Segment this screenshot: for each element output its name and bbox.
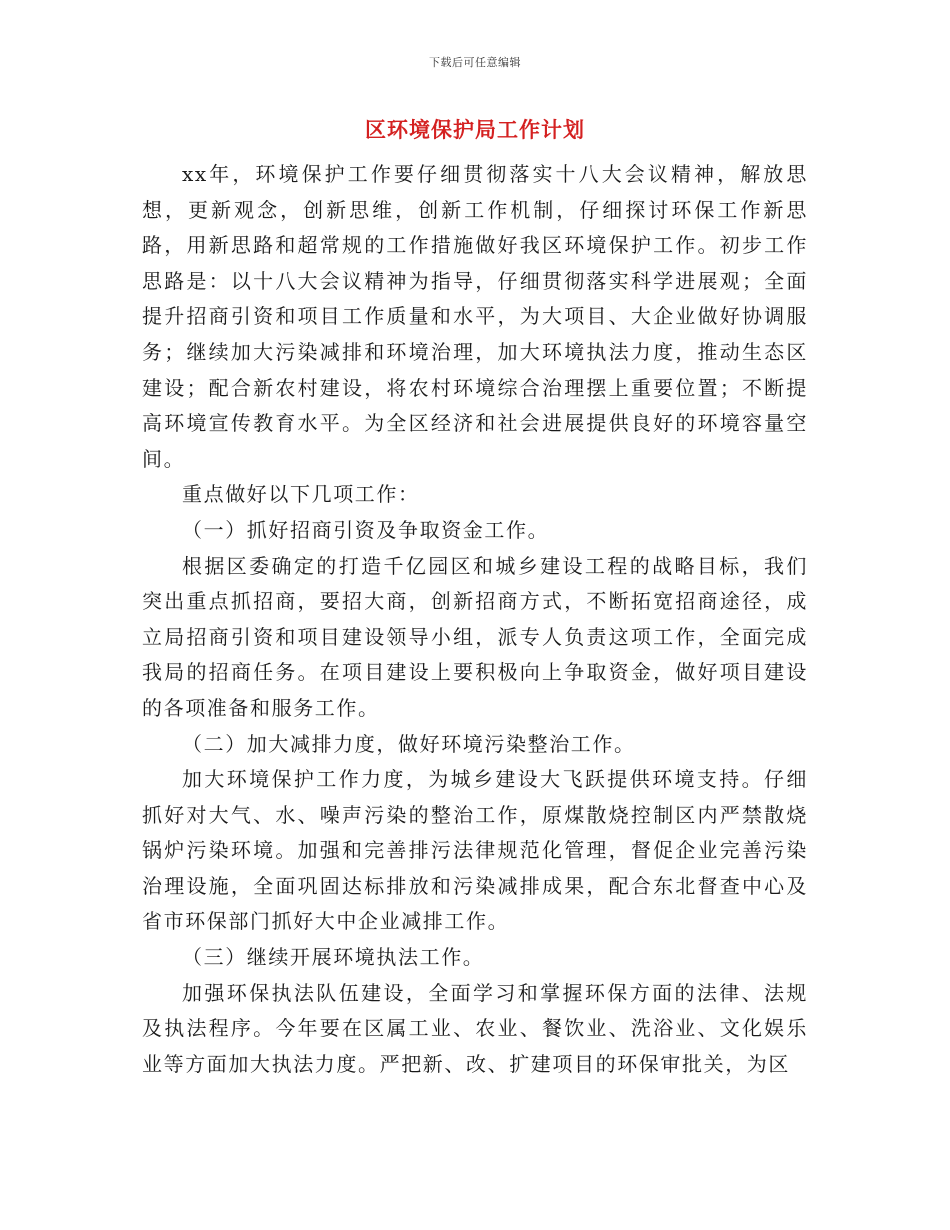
paragraph-investment: 根据区委确定的打造千亿园区和城乡建设工程的战略目标，我们突出重点抓招商，要招大商，创新招商方式，不断拓宽招商途径，成立局招商引资和项目建设领导小组，派专人负责这项工作，全面完成我局的招商任务。在项目建设上要积极向上争取资金，做好项目建设的各项准备和服务工作。 [142, 553, 808, 720]
section-heading-3: （三）继续开展环境执法工作。 [182, 945, 485, 970]
document-title: 区环境保护局工作计划 [365, 117, 585, 142]
document-body [142, 157, 808, 1082]
page-header-note: 下载后可任意编辑 [429, 56, 521, 69]
paragraph-pollution: 加大环境保护工作力度，为城乡建设大飞跃提供环境支持。仔细抓好对大气、水、噪声污染的整治工作，原煤散烧控制区内严禁散烧锅炉污染环境。加强和完善排污法律规范化管理，督促企业完善污染治理设施，全面巩固达标排放和污染减排成果，配合东北督查中心及省市环保部门抓好大中企业减排工作。 [142, 767, 808, 934]
paragraph-intro: xx年，环境保护工作要仔细贯彻落实十八大会议精神，解放思想，更新观念，创新思维，创新工作机制，仔细探讨环保工作新思路，用新思路和超常规的工作措施做好我区环境保护工作。初步工作思路是：以十八大会议精神为指导，仔细贯彻落实科学进展观；全面提升招商引资和项目工作质量和水平，为大项目、大企业做好协调服务；继续加大污染减排和环境治理，加大环境执法力度，推动生态区建设；配合新农村建设，将农村环境综合治理摆上重要位置；不断提高环境宣传教育水平。为全区经济和社会进展提供良好的环境容量空间。 [142, 162, 808, 471]
paragraph-enforcement: 加强环保执法队伍建设，全面学习和掌握环保方面的法律、法规及执法程序。今年要在区属工业、农业、餐饮业、洗浴业、文化娱乐业等方面加大执法力度。严把新、改、扩建项目的环保审批关，为区 [142, 980, 808, 1076]
section-heading-1: （一）抓好招商引资及争取资金工作。 [182, 517, 550, 542]
paragraph-key-tasks: 重点做好以下几项工作： [182, 482, 420, 507]
section-heading-2: （二）加大减排力度，做好环境污染整治工作。 [182, 731, 636, 756]
